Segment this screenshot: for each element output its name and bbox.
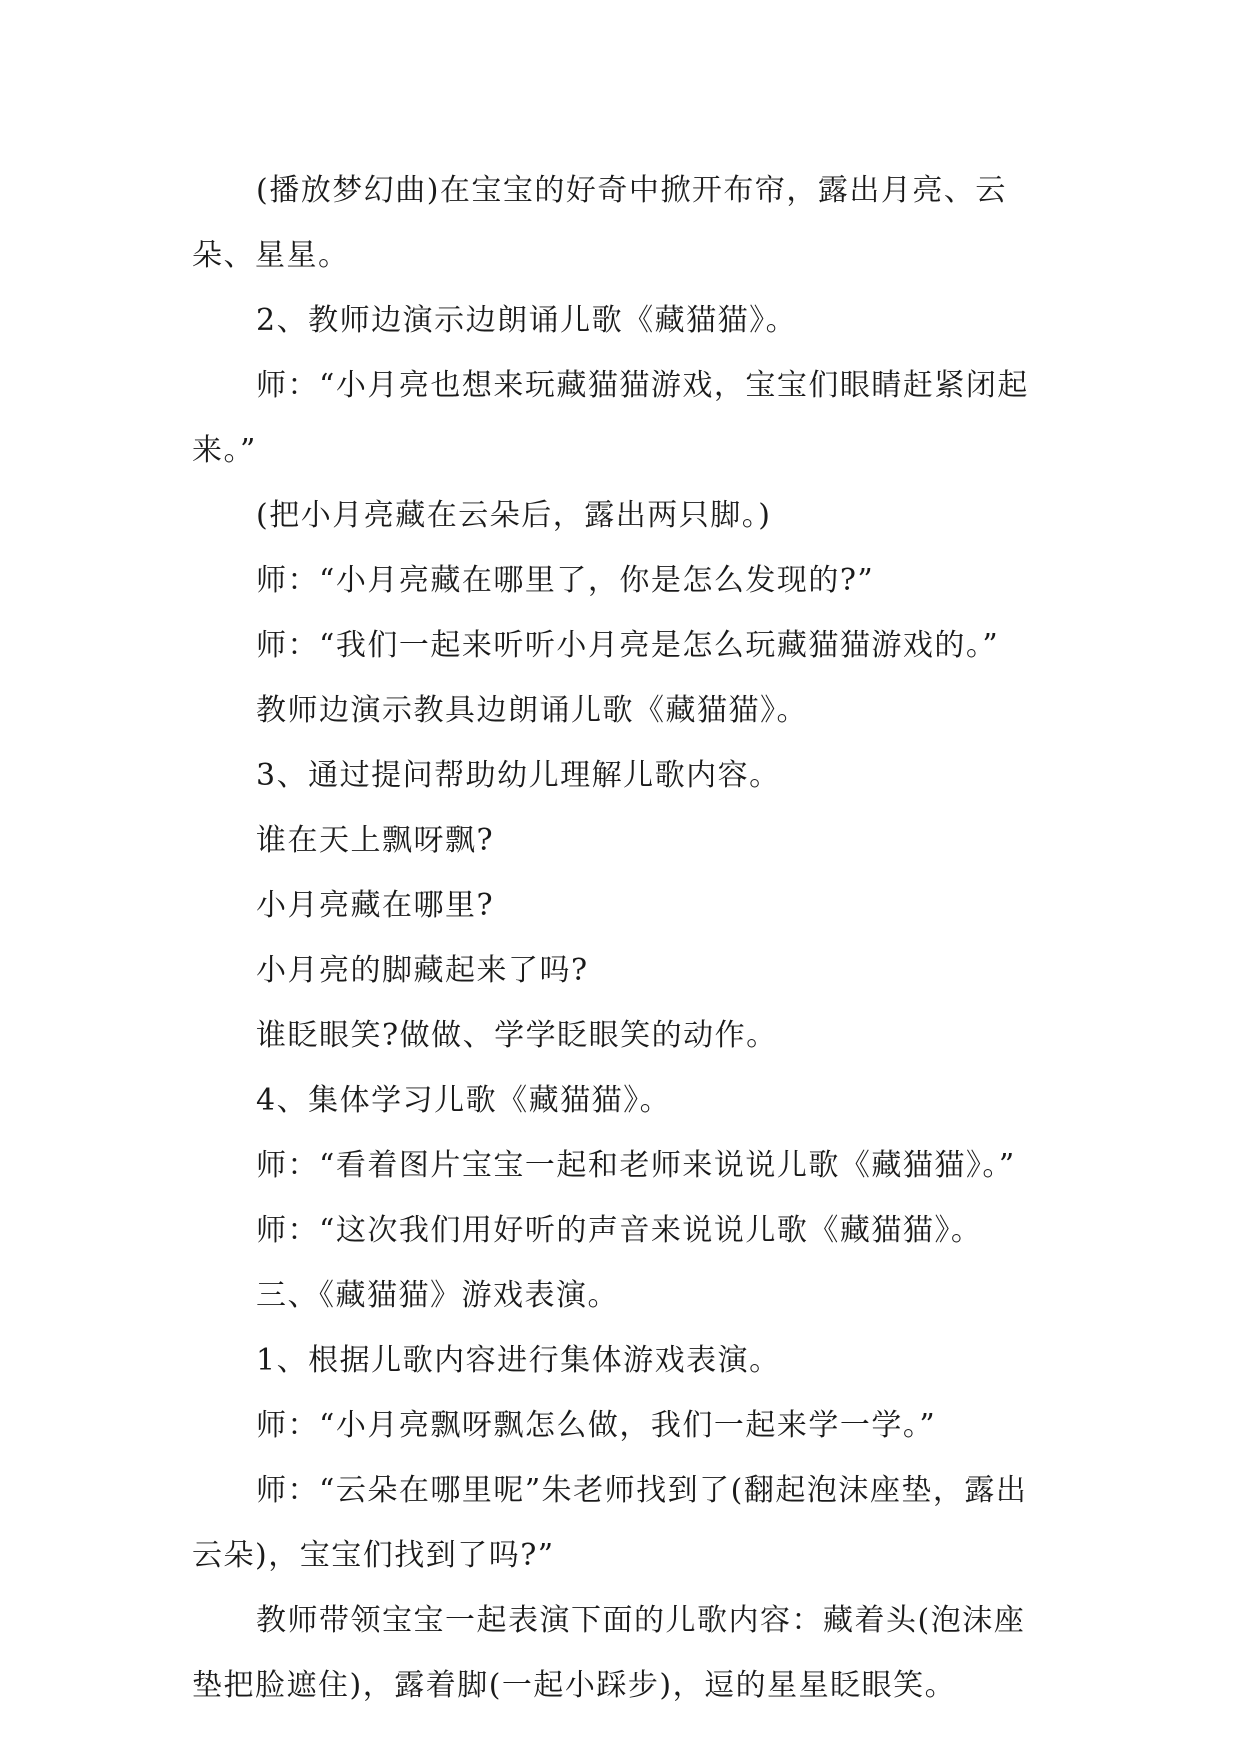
paragraph-question-1: 谁在天上飘呀飘? [256, 823, 495, 858]
paragraph-step-4: 4、集体学习儿歌《藏猫猫》。 [256, 1083, 672, 1118]
paragraph-teacher-perform: 教师带领宝宝一起表演下面的儿歌内容：藏着头(泡沫座垫把脸遮住)，露着脚(一起小踩步)，逗的星星眨眼笑。 [192, 1603, 1026, 1703]
paragraph-intro-curtain: (播放梦幻曲)在宝宝的好奇中掀开布帘，露出月亮、云朵、星星。 [192, 173, 1007, 273]
paragraph-step-2: 2、教师边演示边朗诵儿歌《藏猫猫》。 [256, 303, 798, 338]
paragraph-question-2: 小月亮藏在哪里? [256, 888, 495, 923]
paragraph-teacher-listen: 师：“我们一起来听听小月亮是怎么玩藏猫猫游戏的。” [256, 628, 1000, 663]
paragraph-hide-moon: (把小月亮藏在云朵后，露出两只脚。) [256, 498, 772, 533]
paragraph-teacher-close-eyes: 师：“小月亮也想来玩藏猫猫游戏，宝宝们眼睛赶紧闭起来。” [192, 368, 1029, 468]
paragraph-section-3: 三、《藏猫猫》游戏表演。 [256, 1278, 619, 1313]
paragraph-teacher-nice-voice: 师：“这次我们用好听的声音来说说儿歌《藏猫猫》。 [256, 1213, 983, 1248]
paragraph-teacher-float: 师：“小月亮飘呀飘怎么做，我们一起来学一学。” [256, 1408, 937, 1443]
paragraph-teacher-cloud: 师：“云朵在哪里呢”朱老师找到了(翻起泡沫座垫，露出云朵)，宝宝们找到了吗?” [192, 1473, 1028, 1573]
paragraph-section-3-step-1: 1、根据儿歌内容进行集体游戏表演。 [256, 1343, 781, 1378]
paragraph-teacher-where-moon: 师：“小月亮藏在哪里了，你是怎么发现的?” [256, 563, 875, 598]
paragraph-teacher-recite: 教师边演示教具边朗诵儿歌《藏猫猫》。 [256, 693, 808, 728]
document-body [192, 158, 1052, 1718]
paragraph-question-3: 小月亮的脚藏起来了吗? [256, 953, 589, 988]
paragraph-teacher-pictures: 师：“看着图片宝宝一起和老师来说说儿歌《藏猫猫》。” [256, 1148, 1016, 1183]
paragraph-question-4: 谁眨眼笑?做做、学学眨眼笑的动作。 [256, 1018, 778, 1053]
paragraph-step-3: 3、通过提问帮助幼儿理解儿歌内容。 [256, 758, 781, 793]
